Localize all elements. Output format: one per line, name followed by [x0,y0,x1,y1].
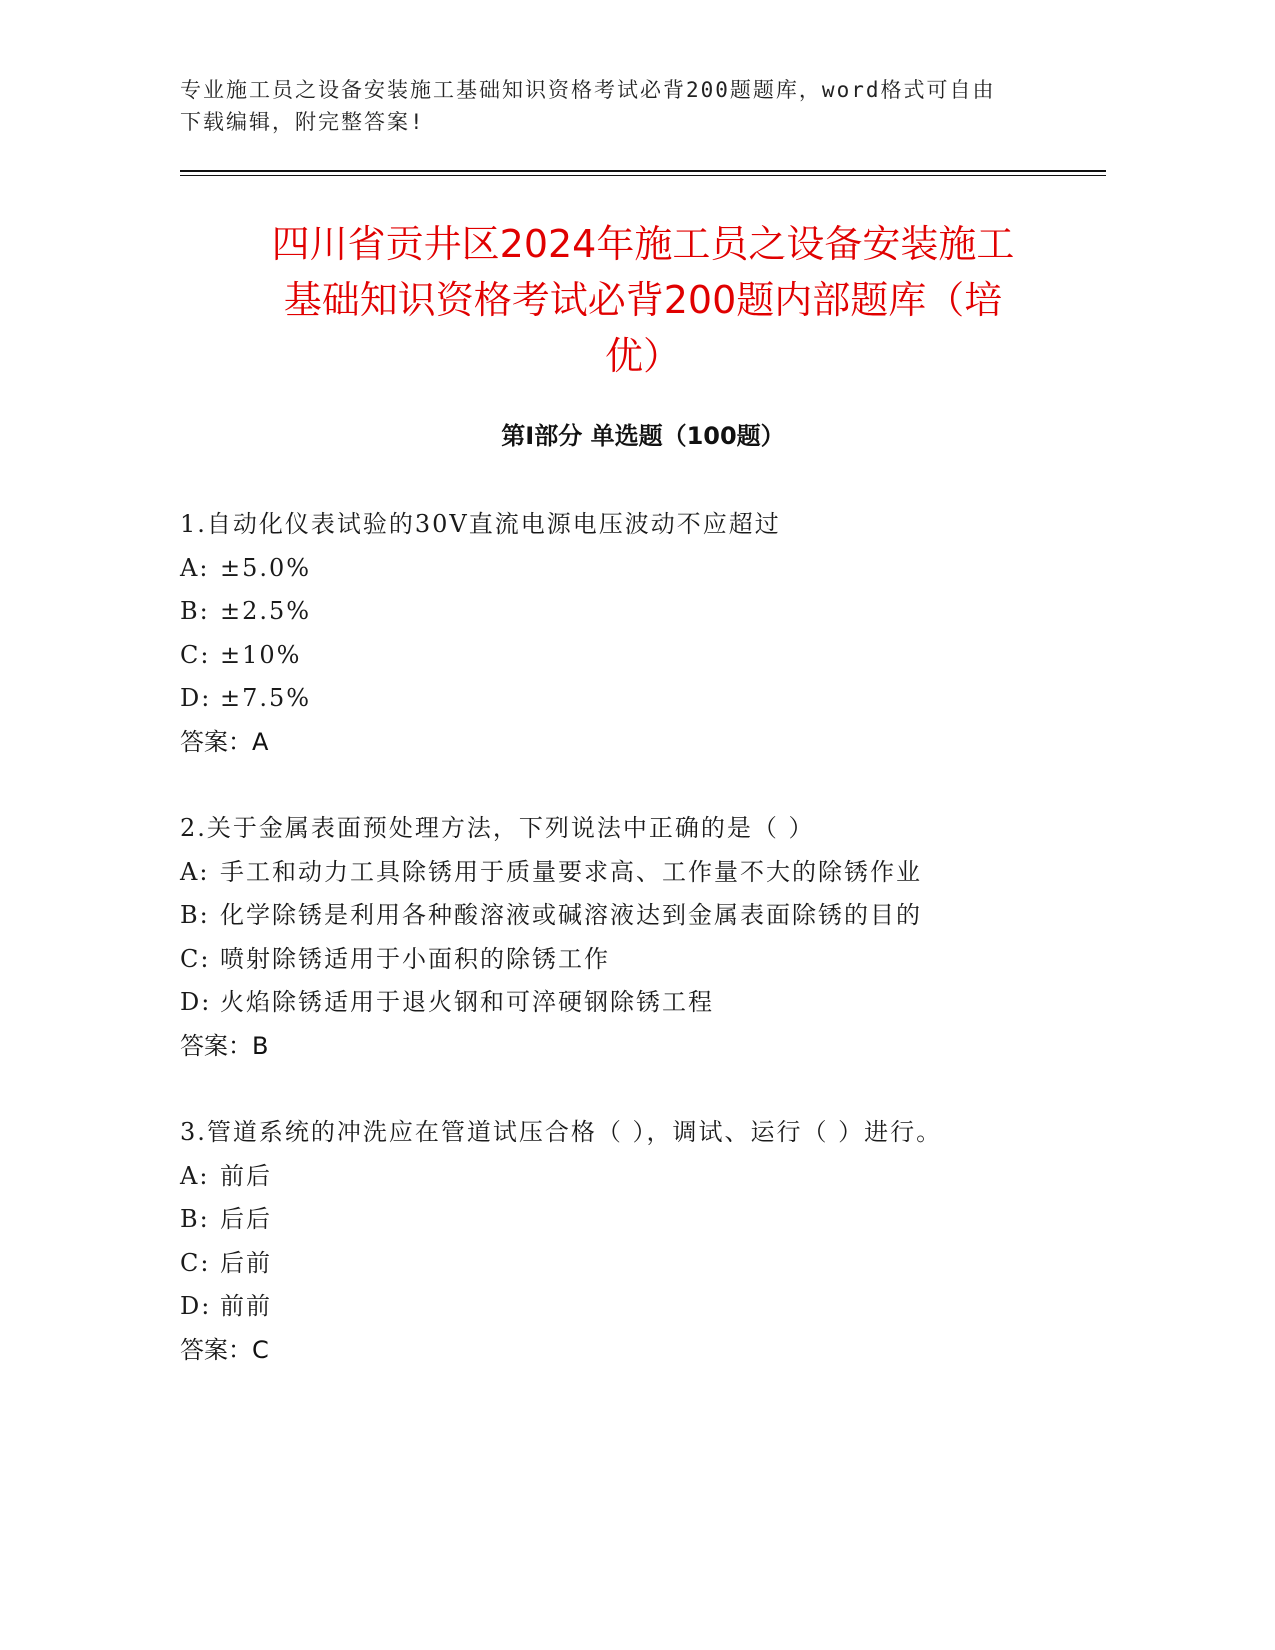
option-b [180,894,1106,938]
option-text: ±7.5% [220,684,312,712]
option-d [180,981,1106,1025]
option-d [180,1285,1106,1329]
header-note-line-1: 专业施工员之设备安装施工基础知识资格考试必背200题题库，word格式可自由 [180,78,996,102]
header-divider-thin [180,175,1106,176]
option-b [180,1198,1106,1242]
option-text: ±10% [220,640,302,669]
question-stem: 3.管道系统的冲洗应在管道试压合格（ ），调试、运行（ ）进行。 [180,1118,943,1146]
option-a [180,851,1106,895]
option-d [180,677,1106,721]
option-text: 前后 [220,1161,272,1190]
question-1 [180,503,1106,764]
option-key: B: [180,1205,210,1233]
document-title-line-3: 优） [604,334,681,378]
option-text: 后后 [220,1205,272,1233]
option-key: A: [180,1161,210,1190]
option-key: D: [180,988,212,1016]
document-title-line-2: 基础知识资格考试必背200题内部题库（培 [283,278,1003,322]
option-b [180,590,1106,634]
answer-line: 答案：C [180,1335,269,1364]
option-key: C: [180,1248,211,1277]
option-text: 喷射除锈适用于小面积的除锈工作 [220,944,610,973]
option-text: ±2.5% [220,597,312,625]
option-key: B: [180,901,210,929]
question-stem: 2.关于金属表面预处理方法，下列说法中正确的是（ ） [180,814,815,842]
section-title: 第Ⅰ部分 单选题（100题） [501,422,785,450]
option-key: A: [180,857,210,886]
document-title [180,216,1106,384]
answer-line: 答案：B [180,1031,269,1060]
option-text: 后前 [220,1248,272,1277]
option-key: D: [180,684,212,712]
option-key: C: [180,944,211,973]
question-2 [180,807,1106,1068]
option-key: A: [180,553,210,582]
option-text: 前前 [220,1292,272,1320]
option-a [180,547,1106,591]
option-c [180,1242,1106,1286]
option-text: 手工和动力工具除锈用于质量要求高、工作量不大的除锈作业 [220,857,922,886]
question-stem: 1.自动化仪表试验的30V直流电源电压波动不应超过 [180,510,781,538]
option-a [180,1155,1106,1199]
option-text: 化学除锈是利用各种酸溶液或碱溶液达到金属表面除锈的目的 [220,901,922,929]
option-c [180,938,1106,982]
option-c [180,634,1106,678]
header-divider-thick [180,170,1106,172]
option-text: ±5.0% [220,553,312,582]
header-note-line-2: 下载编辑，附完整答案! [180,110,425,134]
option-key: C: [180,640,211,669]
option-key: B: [180,597,210,625]
header-note [180,74,1030,138]
document-title-line-1: 四川省贡井区2024年施工员之设备安装施工 [271,222,1015,266]
question-list [180,503,1106,1415]
option-key: D: [180,1292,212,1320]
answer-line: 答案：A [180,727,269,756]
option-text: 火焰除锈适用于退火钢和可淬硬钢除锈工程 [220,988,714,1016]
question-3 [180,1111,1106,1372]
